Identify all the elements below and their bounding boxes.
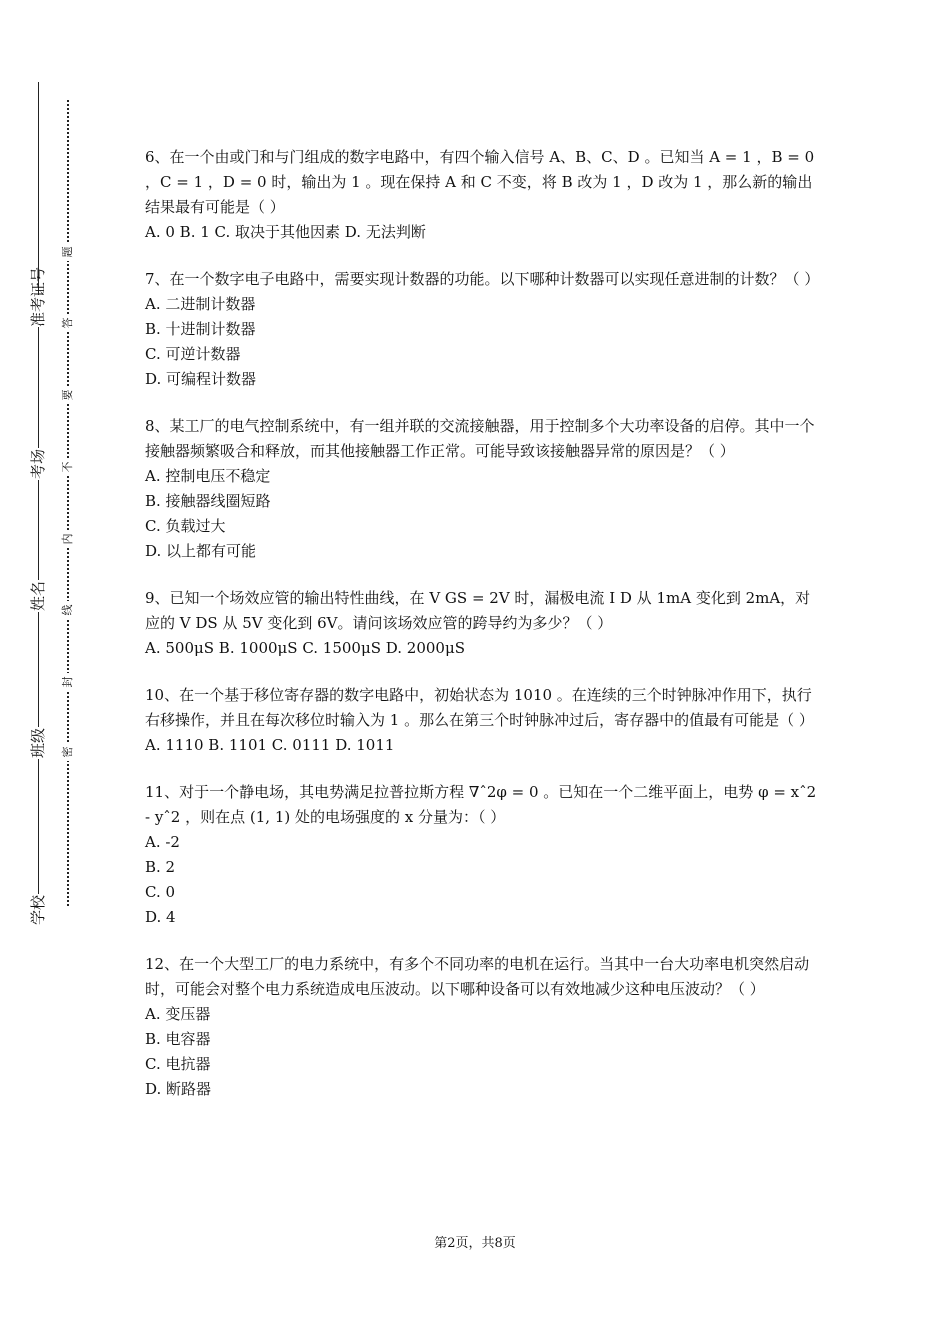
- option-c: C. 0: [145, 883, 176, 901]
- option-d: D. 4: [145, 908, 176, 926]
- question-10: [145, 683, 817, 758]
- question-text: 7、在一个数字电子电路中，需要实现计数器的功能。以下哪种计数器可以实现任意进制的计数？（ ）: [145, 270, 820, 288]
- label-class: 班级: [22, 727, 54, 759]
- seal-char-mi: 密: [59, 743, 77, 761]
- question-text: 8、某工厂的电气控制系统中，有一组并联的交流接触器，用于控制多个大功率设备的启停。其中一个接触器频繁吸合和释放，而其他接触器工作正常。可能导致该接触器异常的原因是？（ ）: [145, 417, 815, 460]
- question-text: 6、在一个由或门和与门组成的数字电路中，有四个输入信号 A、B、C、D 。已知当 A = 1 ，B = 0 ，C = 1 ，D = 0 时，输出为 1 。现在保持 A 和 C 不变，将 B 改为 1 ，D 改为 1 ，那么新的输出结果最有可能是（ ）: [145, 148, 815, 216]
- question-options: A. 1110 B. 1101 C. 0111 D. 1011: [145, 736, 395, 754]
- question-options: A. 500μS B. 1000μS C. 1500μS D. 2000μS: [145, 639, 465, 657]
- option-c: C. 负载过大: [145, 517, 226, 535]
- option-d: D. 断路器: [145, 1080, 212, 1098]
- option-d: D. 以上都有可能: [145, 542, 257, 560]
- seal-char-yao: 要: [59, 386, 77, 404]
- label-admission-number: 准考证号: [22, 295, 54, 327]
- seal-char-xian: 线: [59, 601, 77, 619]
- option-b: B. 电容器: [145, 1030, 211, 1048]
- label-school: 学校: [22, 894, 54, 926]
- option-d: D. 可编程计数器: [145, 370, 257, 388]
- option-a: A. 二进制计数器: [145, 295, 256, 313]
- question-text: 11、对于一个静电场，其电势满足拉普拉斯方程 ∇ˆ2φ = 0 。已知在一个二维平面上，电势 φ = xˆ2 - yˆ2 ，则在点 (1, 1) 处的电场强度的 x 分量为：（ ）: [145, 783, 817, 826]
- option-a: A. 变压器: [145, 1005, 211, 1023]
- seal-char-ti: 题: [59, 243, 77, 261]
- page-number: 第2页，共8页: [434, 1236, 516, 1251]
- seal-char-feng: 封: [59, 673, 77, 691]
- question-6: [145, 145, 817, 245]
- seal-char-nei: 内: [59, 530, 77, 548]
- question-text: 10、在一个基于移位寄存器的数字电路中，初始状态为 1010 。在连续的三个时钟脉冲作用下，执行右移操作，并且在每次移位时输入为 1 。那么在第三个时钟脉冲过后，寄存器中的值最有可能是（ ）: [145, 686, 814, 729]
- seal-char-da: 答: [59, 314, 77, 332]
- option-c: C. 可逆计数器: [145, 345, 241, 363]
- seal-char-bu: 不: [59, 458, 77, 476]
- label-exam-room: 考场: [22, 448, 54, 480]
- question-11: [145, 780, 817, 930]
- label-name: 姓名: [22, 580, 54, 612]
- question-text: 9、已知一个场效应管的输出特性曲线，在 V GS = 2V 时，漏极电流 I D 从 1mA 变化到 2mA，对应的 V DS 从 5V 变化到 6V。请问该场效应管的跨导约为多少？（ ）: [145, 589, 811, 632]
- option-b: B. 2: [145, 858, 176, 876]
- option-c: C. 电抗器: [145, 1055, 211, 1073]
- question-options: A. 0 B. 1 C. 取决于其他因素 D. 无法判断: [145, 223, 426, 241]
- question-7: [145, 267, 820, 392]
- question-8: [145, 414, 817, 564]
- question-list: [145, 145, 820, 1124]
- binding-solid-line: [38, 82, 39, 918]
- option-a: A. -2: [145, 833, 180, 851]
- question-9: [145, 586, 817, 661]
- option-b: B. 接触器线圈短路: [145, 492, 271, 510]
- binding-dotted-line: [67, 100, 69, 906]
- option-b: B. 十进制计数器: [145, 320, 256, 338]
- question-text: 12、在一个大型工厂的电力系统中，有多个不同功率的电机在运行。当其中一台大功率电机突然启动时，可能会对整个电力系统造成电压波动。以下哪种设备可以有效地减少这种电压波动？（ ）: [145, 955, 810, 998]
- option-a: A. 控制电压不稳定: [145, 467, 271, 485]
- question-12: [145, 952, 817, 1102]
